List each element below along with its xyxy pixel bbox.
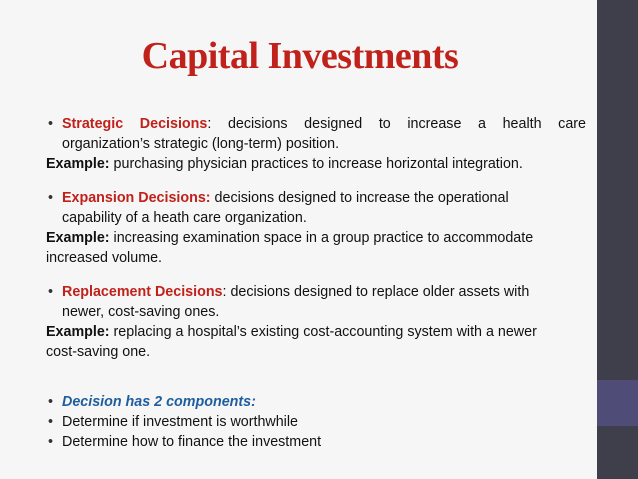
expansion-example xyxy=(46,228,586,248)
bullet-icon: • xyxy=(48,394,54,410)
replacement-desc-2: newer, cost-saving ones. xyxy=(62,304,220,320)
components-heading-bullet xyxy=(46,392,586,412)
bullet-icon: • xyxy=(48,414,54,430)
replacement-example-label: Example: xyxy=(46,324,110,340)
component-item-text: Determine if investment is worthwhile xyxy=(62,414,298,430)
expansion-desc-1: decisions designed to increase the operational xyxy=(210,190,509,206)
expansion-desc-2: capability of a heath care organization. xyxy=(62,210,307,226)
sidebar-top-band xyxy=(597,0,638,380)
replacement-example xyxy=(46,322,586,342)
replacement-example-text-2: cost-saving one. xyxy=(46,344,151,360)
bullet-icon: • xyxy=(48,190,54,206)
spacer xyxy=(46,268,586,282)
replacement-example-text-1: replacing a hospital’s existing cost-accounting system with a newer xyxy=(109,324,537,340)
strategic-example xyxy=(46,154,586,174)
strategic-desc-2: organization’s strategic (long-term) position. xyxy=(62,136,340,152)
strategic-line1 xyxy=(62,114,586,134)
bullet-icon: • xyxy=(48,116,54,132)
bullet-icon: • xyxy=(48,434,54,450)
component-item xyxy=(46,412,586,432)
strategic-example-label: Example: xyxy=(46,156,110,172)
expansion-example-text-1: increasing examination space in a group practice to accommodate xyxy=(109,230,534,246)
bullet-icon: • xyxy=(48,284,54,300)
expansion-line1 xyxy=(62,188,586,208)
expansion-term: Expansion Decisions: xyxy=(62,190,211,206)
component-item xyxy=(46,432,586,452)
sidebar-bottom-band xyxy=(597,426,638,479)
strategic-term: Strategic Decisions xyxy=(62,116,208,132)
component-item-text: Determine how to finance the investment xyxy=(62,434,322,450)
strategic-bullet xyxy=(46,114,586,154)
slide-body xyxy=(46,114,586,452)
expansion-example-text-2: increased volume. xyxy=(46,250,163,266)
replacement-desc-1: : decisions designed to replace older assets with xyxy=(222,284,530,300)
slide-title: Capital Investments xyxy=(141,35,459,77)
expansion-bullet xyxy=(46,188,586,228)
strategic-desc-1: : decisions designed to increase a health care xyxy=(207,116,586,132)
decorative-sidebar xyxy=(597,0,638,479)
replacement-bullet xyxy=(46,282,586,322)
replacement-term: Replacement Decisions xyxy=(62,284,223,300)
components-heading: Decision has 2 components: xyxy=(62,394,256,410)
spacer xyxy=(46,174,586,188)
sidebar-accent-band xyxy=(597,380,638,426)
expansion-example-label: Example: xyxy=(46,230,110,246)
spacer xyxy=(46,362,586,392)
strategic-example-text: purchasing physician practices to increase horizontal integration. xyxy=(109,156,523,172)
replacement-line1 xyxy=(62,282,586,302)
